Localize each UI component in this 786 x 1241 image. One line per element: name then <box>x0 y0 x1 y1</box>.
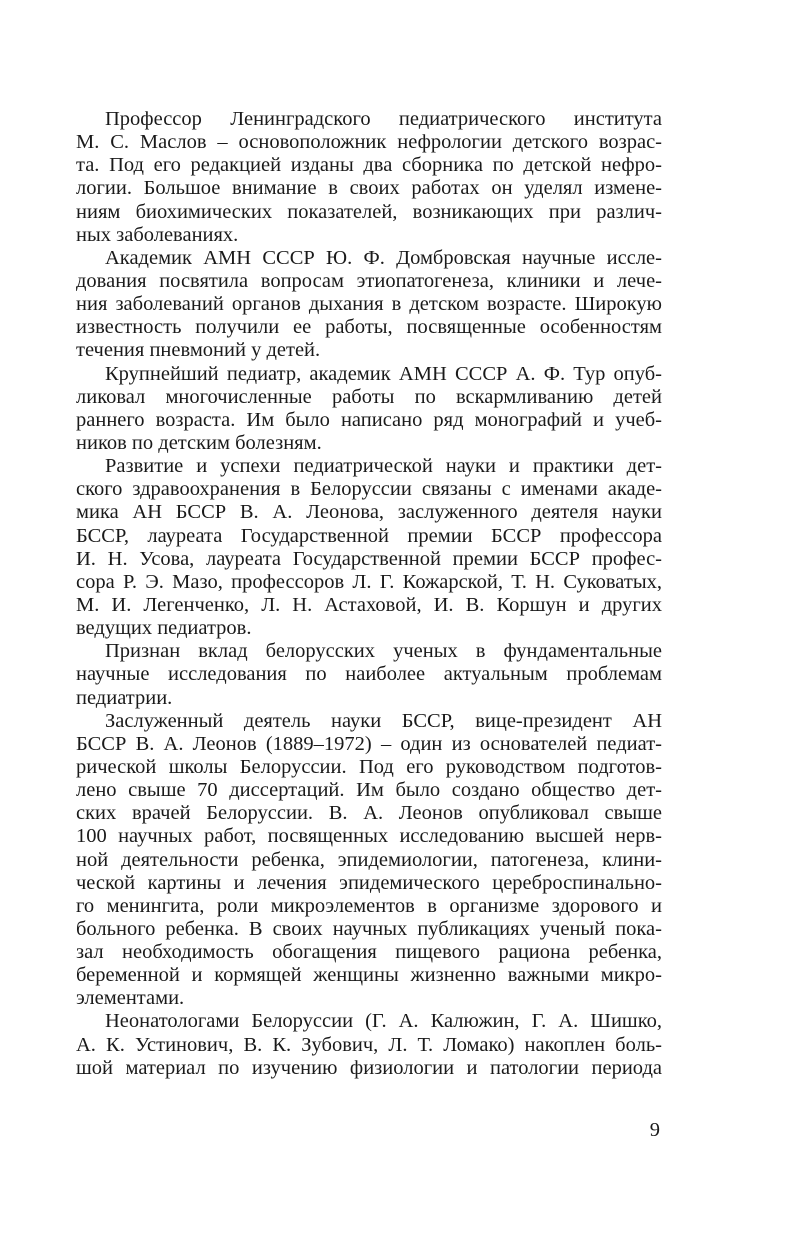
paragraph <box>76 108 662 247</box>
text-line: ния заболеваний органов дыхания в детском возрасте. Широкую <box>76 293 662 316</box>
paragraph <box>76 455 662 640</box>
text-line: мика АН БССР В. А. Леонова, заслуженного деятеля науки <box>76 501 662 524</box>
text-line: та. Под его редакцией изданы два сборника по детской нефро- <box>76 154 662 177</box>
text-line: БССР, лауреата Государственной премии БССР профессора <box>76 524 662 547</box>
text-line: ных заболеваниях. <box>76 223 239 246</box>
paragraph <box>76 1010 662 1079</box>
text-line: ских врачей Белоруссии. В. А. Леонов опубликовал свыше <box>76 802 662 825</box>
text-line: ведущих педиатров. <box>76 617 252 640</box>
text-line: Академик АМН СССР Ю. Ф. Домбровская научные иссле- <box>105 246 662 269</box>
text-line: логии. Большое внимание в своих работах он уделял измене- <box>76 177 662 200</box>
text-line: сора Р. Э. Мазо, профессоров Л. Г. Кожарской, Т. Н. Суковатых, <box>76 570 662 593</box>
text-line: раннего возраста. Им было написано ряд монографий и учеб- <box>76 408 662 431</box>
text-line: ников по детским болезням. <box>76 431 322 454</box>
text-line: течения пневмоний у детей. <box>76 339 321 362</box>
text-line: научные исследования по наиболее актуальным проблемам <box>76 663 662 686</box>
text-line: шой материал по изучению физиологии и патологии периода <box>76 1056 662 1079</box>
text-line: беременной и кормящей женщины жизненно важными микро- <box>76 964 662 987</box>
body-text <box>76 108 662 1080</box>
text-line: А. К. Устинович, В. К. Зубович, Л. Т. Ломако) накоплен боль- <box>76 1033 662 1056</box>
paragraph <box>76 710 662 1011</box>
text-line: БССР В. А. Леонов (1889–1972) – один из основателей педиат- <box>76 732 662 755</box>
text-line: зал необходимость обогащения пищевого рациона ребенка, <box>76 941 662 964</box>
text-line: рической школы Белоруссии. Под его руководством подготов- <box>76 755 662 778</box>
text-line: Крупнейший педиатр, академик АМН СССР А. Ф. Тур опуб- <box>105 362 662 385</box>
text-line: Профессор Ленинградского педиатрического института <box>105 108 662 130</box>
paragraph <box>76 640 662 709</box>
text-line: М. С. Маслов – основоположник нефрологии детского возрас- <box>76 131 662 154</box>
text-line: известность получили ее работы, посвященные особенностям <box>76 316 662 339</box>
paragraph <box>76 363 662 456</box>
text-line: педиатрии. <box>76 686 173 709</box>
text-line: М. И. Легенченко, Л. Н. Астаховой, И. В. Коршун и других <box>76 593 662 616</box>
paragraph <box>76 247 662 363</box>
text-line: Развитие и успехи педиатрической науки и практики дет- <box>105 455 662 478</box>
text-line: элементами. <box>76 987 185 1010</box>
text-line: дования посвятила вопросам этиопатогенеза, клиники и лече- <box>76 269 662 292</box>
text-line: ной деятельности ребенка, эпидемиологии, патогенеза, клини- <box>76 848 662 871</box>
text-line: Неонатологами Белоруссии (Г. А. Калюжин, Г. А. Шишко, <box>105 1010 662 1033</box>
text-line: 100 научных работ, посвященных исследованию высшей нерв- <box>76 825 662 848</box>
text-line: Признан вклад белорусских ученых в фундаментальные <box>105 640 662 663</box>
text-line: ликовал многочисленные работы по вскармливанию детей <box>76 385 662 408</box>
text-line: Заслуженный деятель науки БССР, вице-президент АН <box>105 709 662 732</box>
text-line: го менингита, роли микроэлементов в организме здорового и <box>76 894 662 917</box>
text-line: больного ребенка. В своих научных публикациях ученый пока- <box>76 917 662 940</box>
text-line: ческой картины и лечения эпидемического цереброспинально- <box>76 871 662 894</box>
text-line: лено свыше 70 диссертаций. Им было создано общество дет- <box>76 779 662 802</box>
text-line: ского здравоохранения в Белоруссии связаны с именами акаде- <box>76 478 662 501</box>
text-line: И. Н. Усова, лауреата Государственной премии БССР профес- <box>76 547 662 570</box>
page-number: 9 <box>649 1119 660 1141</box>
text-line: ниям биохимических показателей, возникающих при различ- <box>76 200 662 223</box>
